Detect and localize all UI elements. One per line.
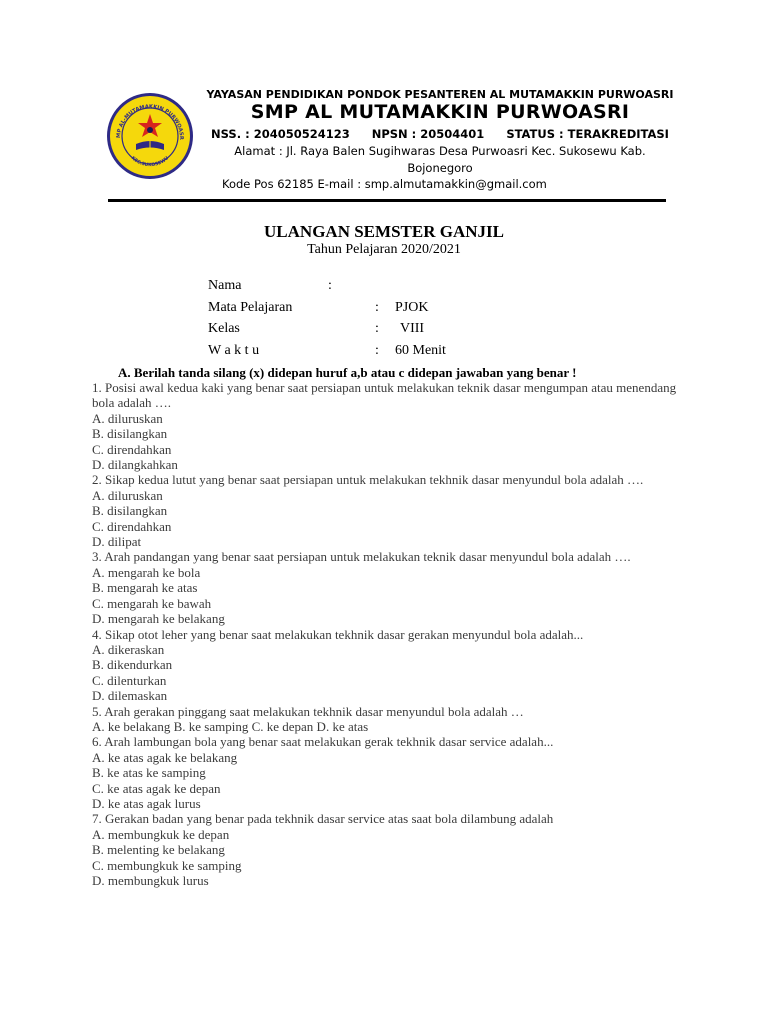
- seal-ring-text-top: MP AL-MUTAMAKKIN PURWOASR: [115, 103, 185, 140]
- answer-option: C. membungkuk ke samping: [92, 857, 242, 873]
- school-contact: Kode Pos 62185 E-mail : smp.almutamakkin@gmail.com: [222, 177, 547, 191]
- answer-option: D. ke atas agak lurus: [92, 795, 201, 811]
- school-seal-icon: [106, 92, 194, 180]
- answer-option: B. dikendurkan: [92, 657, 173, 673]
- answer-option: A. mengarah ke bola: [92, 564, 201, 580]
- exam-title: ULANGAN SEMSTER GANJIL: [264, 222, 504, 241]
- answer-option: B. disilangkan: [92, 426, 168, 442]
- answer-option: A. ke atas agak ke belakang: [92, 749, 238, 765]
- answer-option: B. mengarah ke atas: [92, 580, 198, 596]
- identity-label: Mata Pelajaran: [208, 300, 293, 315]
- question-text: 3. Arah pandangan yang benar saat persiapan untuk melakukan teknik dasar menyundul bola adalah ….: [92, 549, 631, 565]
- question-item: [92, 380, 682, 472]
- identity-label: Nama: [208, 278, 242, 293]
- question-item: [92, 549, 682, 626]
- school-address: Alamat : Jl. Raya Balen Sugihwaras Desa Purwoasri Kec. Sukosewu Kab.: [234, 144, 646, 158]
- identity-colon: :: [375, 343, 379, 358]
- answer-option: A. membungkuk ke depan: [92, 826, 230, 842]
- school-address-city: Bojonegoro: [407, 161, 473, 175]
- academic-year: Tahun Pelajaran 2020/2021: [307, 242, 461, 257]
- identity-label: Kelas: [208, 321, 240, 336]
- letterhead-divider: [108, 199, 666, 202]
- identity-colon: :: [375, 300, 379, 315]
- question-text: 7. Gerakan badan yang benar pada tekhnik dasar service atas saat bola dilambung adalah: [92, 811, 554, 827]
- answer-option: D. dilangkahkan: [92, 457, 178, 473]
- school-name: SMP AL MUTAMAKKIN PURWOASRI: [250, 101, 630, 123]
- answer-option: B. ke atas ke samping: [92, 765, 206, 781]
- identity-colon: :: [375, 321, 379, 336]
- question-item: [92, 704, 682, 735]
- npsn-number: NPSN : 20504401: [371, 127, 485, 141]
- answer-option: C. direndahkan: [92, 518, 172, 534]
- foundation-name: YAYASAN PENDIDIKAN PONDOK PESANTEREN AL MUTAMAKKIN PURWOASRI: [206, 88, 674, 101]
- school-ids: [200, 127, 680, 141]
- answer-options-inline: A. ke belakang B. ke samping C. ke depan D. ke atas: [92, 718, 369, 734]
- question-text: 1. Posisi awal kedua kaki yang benar saat persiapan untuk melakukan teknik dasar mengumpan atau menendang bola adalah ….: [92, 380, 677, 411]
- answer-option: C. ke atas agak ke depan: [92, 780, 221, 796]
- answer-option: A. diluruskan: [92, 487, 163, 503]
- identity-label: W a k t u: [208, 343, 260, 358]
- question-item: [92, 627, 682, 704]
- question-item: [92, 472, 682, 549]
- identity-value: 60 Menit: [395, 343, 446, 358]
- seal-ring-text-bottom: KEC.SUKOSEWU: [129, 156, 171, 169]
- answer-option: C. dilenturkan: [92, 672, 167, 688]
- question-list: [92, 380, 682, 888]
- question-text: 5. Arah gerakan pinggang saat melakukan tekhnik dasar menyundul bola adalah …: [92, 703, 524, 719]
- answer-option: D. dilipat: [92, 534, 142, 550]
- question-text: 2. Sikap kedua lutut yang benar saat persiapan untuk melakukan tekhnik dasar menyundul bola adalah ….: [92, 472, 644, 488]
- nss-number: NSS. : 204050524123: [211, 127, 350, 141]
- question-item: [92, 734, 682, 811]
- answer-option: B. disilangkan: [92, 503, 168, 519]
- identity-value: PJOK: [395, 300, 429, 315]
- question-text: 4. Sikap otot leher yang benar saat melakukan tekhnik dasar gerakan menyundul bola adalah...: [92, 626, 584, 642]
- section-instruction: A. Berilah tanda silang (x) didepan huruf a,b atau c didepan jawaban yang benar !: [118, 365, 577, 380]
- answer-option: B. melenting ke belakang: [92, 842, 225, 858]
- answer-option: D. membungkuk lurus: [92, 873, 209, 888]
- answer-option: A. diluruskan: [92, 410, 163, 426]
- answer-option: D. mengarah ke belakang: [92, 611, 225, 627]
- answer-option: C. direndahkan: [92, 441, 172, 457]
- question-text: 6. Arah lambungan bola yang benar saat melakukan gerak tekhnik dasar service adalah...: [92, 734, 554, 750]
- identity-value: VIII: [400, 321, 425, 336]
- accreditation-status: STATUS : TERAKREDITASI: [506, 127, 669, 141]
- answer-option: D. dilemaskan: [92, 688, 168, 704]
- question-item: [92, 811, 682, 888]
- identity-colon: :: [328, 278, 332, 293]
- answer-option: C. mengarah ke bawah: [92, 595, 212, 611]
- answer-option: A. dikeraskan: [92, 641, 165, 657]
